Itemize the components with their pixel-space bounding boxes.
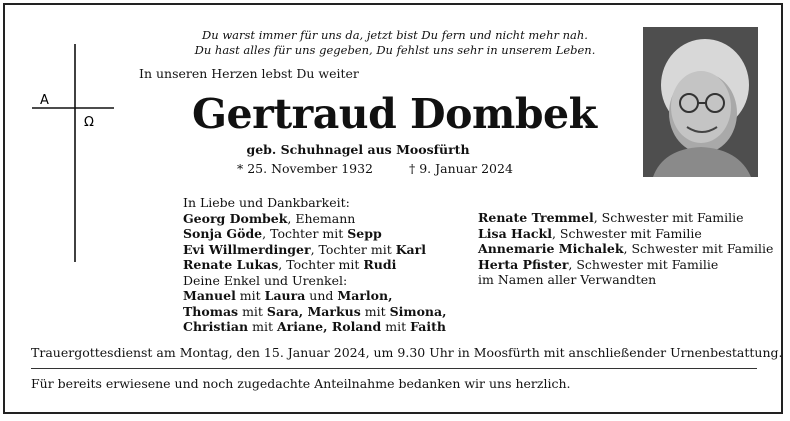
divider: [31, 368, 757, 369]
family-intro: In Liebe und Dankbarkeit:: [183, 195, 350, 210]
family-member: Georg Dombek, Ehemann: [183, 210, 356, 226]
grandchildren-line: Christian mit Ariane, Roland mit Faith: [183, 319, 446, 334]
deceased-name: Gertraud Dombek: [192, 90, 597, 138]
death-date: † 9. Januar 2024: [409, 161, 513, 176]
family-left: [183, 195, 446, 335]
portrait-photo: [643, 27, 758, 177]
alpha-symbol: A: [40, 93, 49, 108]
family-member: Herta Pfister, Schwester mit Familie: [478, 256, 719, 272]
family-right: [478, 210, 773, 288]
family-member: Renate Tremmel, Schwester mit Familie: [478, 210, 744, 225]
family-member: Renate Lukas, Tochter mit Rudi: [183, 257, 397, 272]
grandchildren-line: Manuel mit Laura und Marlon,: [183, 288, 393, 303]
birth-date: * 25. November 1932: [237, 161, 374, 176]
quote-line-1: Du warst immer für uns da, jetzt bist Du fern und nicht mehr nah.: [202, 28, 588, 42]
funeral-service-text: Trauergottesdienst am Montag, den 15. Januar 2024, um 9.30 Uhr in Moosfürth mit anschließender Urnenbestattung.: [31, 345, 783, 360]
thanks-text: Für bereits erwiesene und noch zugedachte Anteilnahme bedanken wir uns herzlich.: [31, 376, 571, 391]
grandchildren-line: Thomas mit Sara, Markus mit Simona,: [183, 303, 447, 319]
maiden-name: geb. Schuhnagel aus Moosfürth: [246, 142, 470, 157]
omega-symbol: Ω: [84, 115, 94, 130]
family-member: Lisa Hackl, Schwester mit Familie: [478, 225, 702, 241]
grandchildren-intro: Deine Enkel und Urenkel:: [183, 272, 348, 288]
family-member: Sonja Göde, Tochter mit Sepp: [183, 226, 382, 241]
hearts-line: In unseren Herzen lebst Du weiter: [139, 66, 359, 81]
family-member: Evi Willmerdinger, Tochter mit Karl: [183, 241, 426, 257]
quote-line-2: Du hast alles für uns gegeben, Du fehlst uns sehr in unserem Leben.: [194, 43, 596, 57]
family-member: Annemarie Michalek, Schwester mit Familie: [478, 241, 774, 256]
family-closing: im Namen aller Verwandten: [478, 272, 657, 287]
